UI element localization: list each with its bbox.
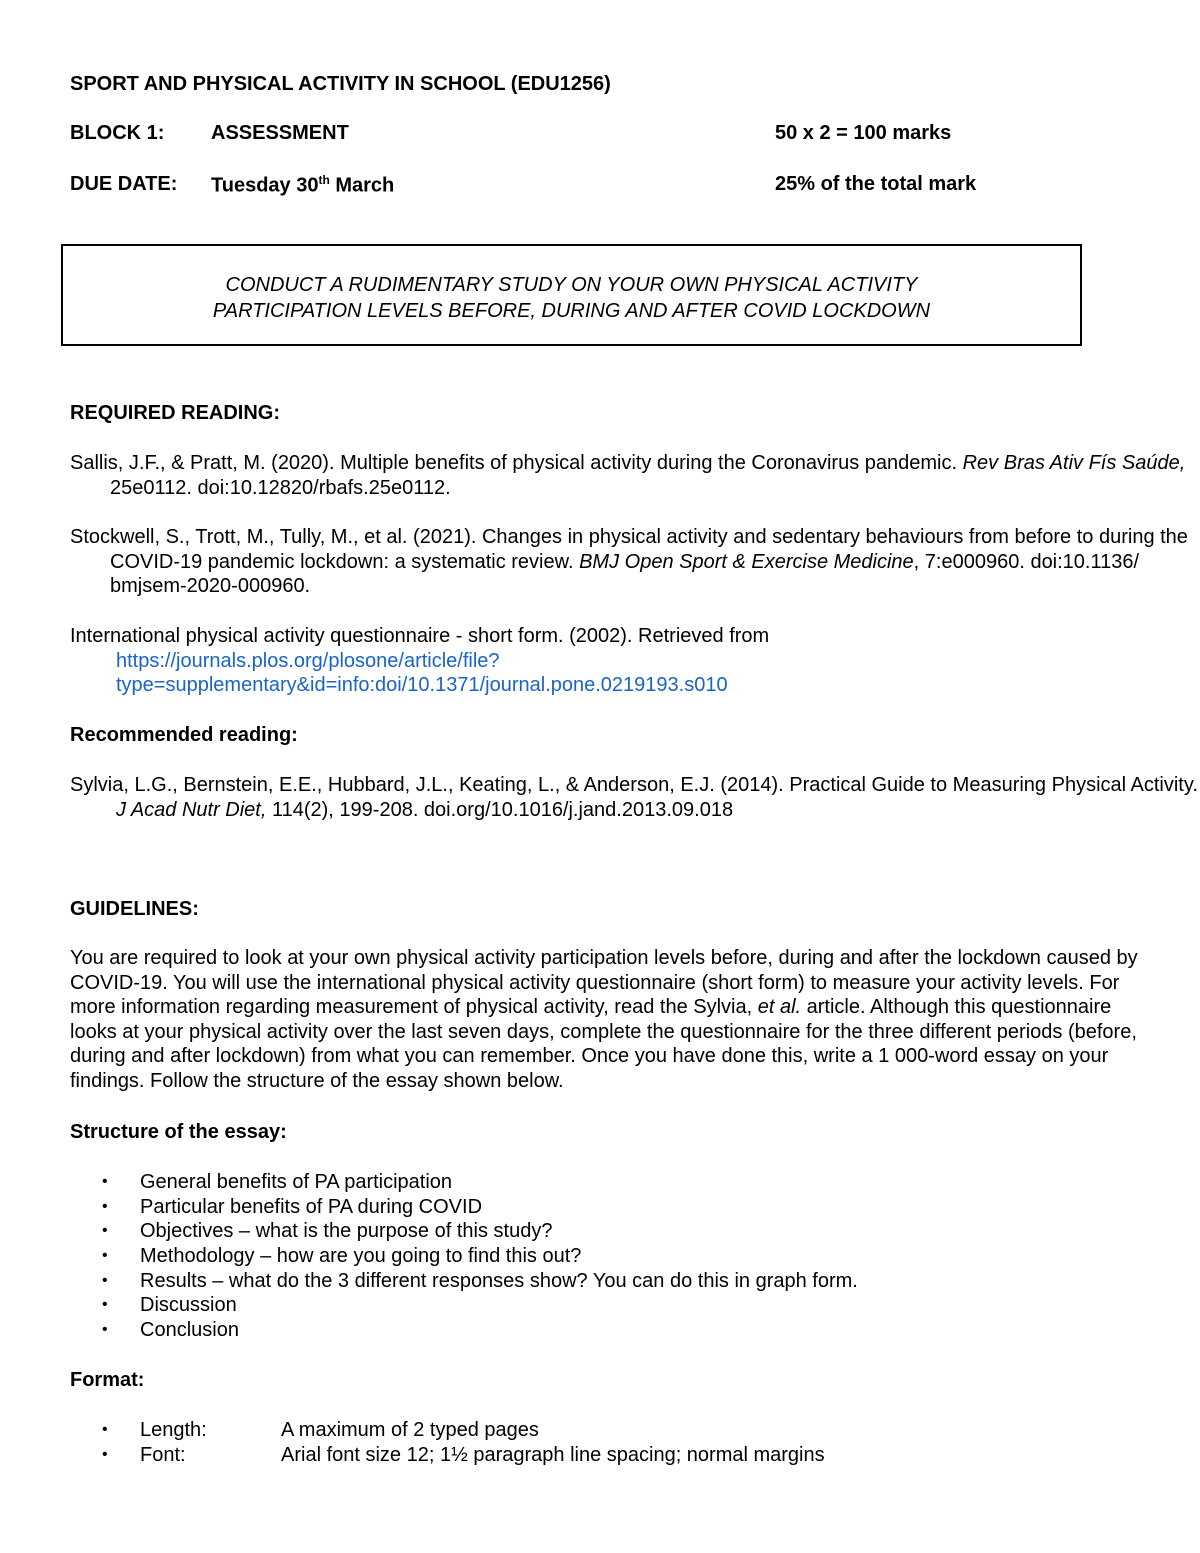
due-date-value <box>211 173 394 198</box>
list-item <box>70 1170 858 1195</box>
bullet-icon: • <box>102 1197 108 1215</box>
list-item-text: Methodology – how are you going to find this out? <box>140 1245 582 1268</box>
due-date-ordinal: th <box>318 173 330 187</box>
task-box <box>61 244 1082 346</box>
list-item <box>70 1293 858 1318</box>
structure-list <box>70 1170 858 1343</box>
list-item <box>70 1418 825 1443</box>
guidelines-italic: et al. <box>757 996 802 1019</box>
task-line-2: PARTICIPATION LEVELS BEFORE, DURING AND AFTER COVID LOCKDOWN <box>212 300 931 322</box>
list-item <box>70 1219 858 1244</box>
ref-doi: , 7:e000960. doi:10.1136/ bmjsem-2020-000960. <box>110 550 1140 598</box>
bullet-icon: • <box>102 1271 108 1289</box>
guidelines-text-end: article. Although this questionnaire looks at your physical activity over the last seven days, complete the questionnaire for the three different periods (before, during and after lockdown) from what you can remember. Once you have done this, write a 1 000-word essay on your findings. Follow the structure of the essay shown below. <box>70 996 1137 1092</box>
reference-ipaq <box>70 624 1160 698</box>
ref-journal: BMJ Open Sport & Exercise Medicine <box>579 550 914 573</box>
reference-sallis <box>70 451 1200 500</box>
guidelines-text: You are required to look at your own physical activity participation levels before, during and after the lockdown caused by COVID-19. You will use the international physical activity questionnaire (short form) to measure your activity levels. For more information regarding measurement of physical activity, read the Sylvia, <box>70 947 1138 1019</box>
ref-journal: J Acad Nutr Diet, <box>116 798 267 821</box>
bullet-icon: • <box>102 1445 108 1463</box>
bullet-icon: • <box>102 1421 108 1438</box>
guidelines-body <box>70 946 1162 1094</box>
reference-stockwell <box>70 525 1200 599</box>
list-item-text: Objectives – what is the purpose of this study? <box>140 1220 553 1243</box>
task-line-1: CONDUCT A RUDIMENTARY STUDY ON YOUR OWN PHYSICAL ACTIVITY <box>225 274 918 296</box>
list-item <box>70 1195 858 1220</box>
ref-journal: Rev Bras Ativ Fís Saúde, <box>962 452 1186 474</box>
list-item-text: Particular benefits of PA during COVID <box>140 1195 483 1218</box>
list-item-text: Conclusion <box>140 1319 239 1342</box>
document-title: SPORT AND PHYSICAL ACTIVITY IN SCHOOL (EDU1256) <box>70 73 611 95</box>
ref-text: Stockwell, S., Trott, M., Tully, M., et al. (2021). Changes in physical activity and sedentary behaviours from before to during the COVID-19 pandemic lockdown: a systematic review. <box>70 526 1188 573</box>
list-item <box>70 1269 858 1294</box>
bullet-icon: • <box>102 1247 108 1265</box>
list-item-text: Results – what do the 3 different responses show? You can do this in graph form. <box>140 1269 858 1292</box>
bullet-icon: • <box>102 1321 108 1339</box>
ref-doi: 25e0112. doi:10.12820/rbafs.25e0112. <box>110 476 451 499</box>
total-marks: 50 x 2 = 100 marks <box>775 122 952 144</box>
guidelines-heading: GUIDELINES: <box>70 898 199 920</box>
reference-sylvia <box>70 773 1200 822</box>
bullet-icon: • <box>102 1222 108 1240</box>
list-item-text: General benefits of PA participation <box>140 1171 453 1193</box>
list-item <box>70 1318 858 1343</box>
ipaq-link[interactable] <box>70 649 1160 698</box>
due-date-day: Tuesday 30 <box>211 174 319 197</box>
mark-weight: 25% of the total mark <box>775 173 977 195</box>
list-item <box>70 1244 858 1269</box>
structure-heading: Structure of the essay: <box>70 1121 287 1143</box>
due-date-label: DUE DATE: <box>70 173 178 195</box>
ipaq-link-line-2[interactable]: type=supplementary&id=info:doi/10.1371/journal.pone.0219193.s010 <box>116 674 728 697</box>
format-value: A maximum of 2 typed pages <box>281 1419 539 1441</box>
format-value: Arial font size 12; 1½ paragraph line spacing; normal margins <box>281 1443 825 1466</box>
ref-text: International physical activity questionnaire - short form. (2002). Retrieved from <box>70 625 770 647</box>
block-label: BLOCK 1: <box>70 122 165 144</box>
bullet-icon: • <box>102 1296 108 1314</box>
ipaq-link-line-1[interactable]: https://journals.plos.org/plosone/article/file? <box>116 649 500 672</box>
ref-doi: 114(2), 199-208. doi.org/10.1016/j.jand.2013.09.018 <box>266 798 734 821</box>
list-item <box>70 1443 825 1468</box>
format-heading: Format: <box>70 1369 145 1391</box>
list-item-text: Discussion <box>140 1294 237 1317</box>
ref-text: Sylvia, L.G., Bernstein, E.E., Hubbard, J.L., Keating, L., & Anderson, E.J. (2014). Practical Guide to Measuring Physical Activity. <box>70 774 1198 796</box>
bullet-icon: • <box>102 1173 108 1190</box>
format-list <box>70 1418 825 1467</box>
ref-text: Sallis, J.F., & Pratt, M. (2020). Multiple benefits of physical activity during the Coronavirus pandemic. <box>70 452 963 474</box>
format-key: Length: <box>140 1419 207 1441</box>
block-value: ASSESSMENT <box>211 122 349 144</box>
required-reading-heading: REQUIRED READING: <box>70 402 281 424</box>
recommended-reading-heading: Recommended reading: <box>70 724 298 746</box>
format-key: Font: <box>140 1443 186 1466</box>
due-date-month: March <box>329 174 395 197</box>
